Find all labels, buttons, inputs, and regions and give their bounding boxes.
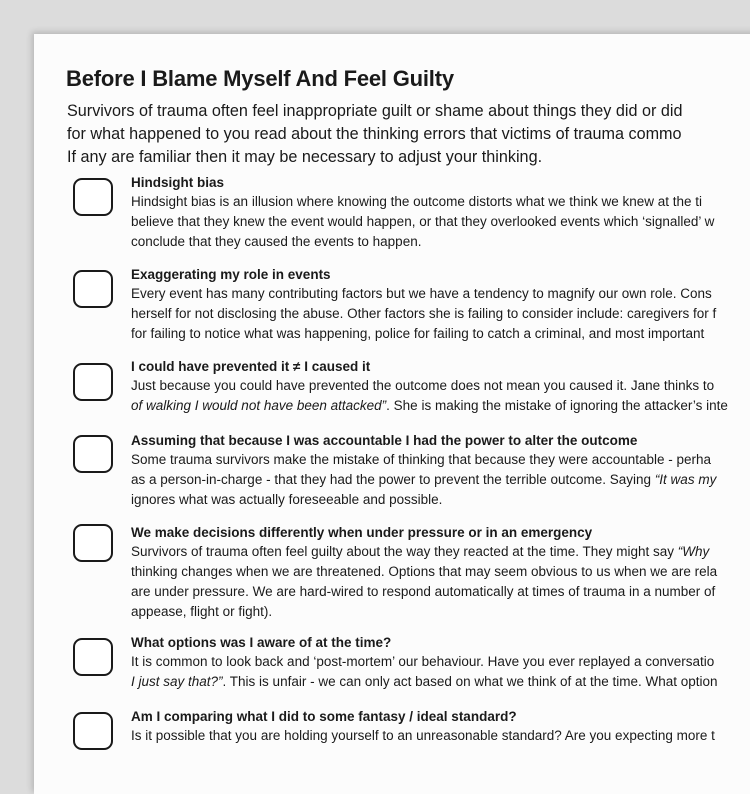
item-body — [131, 726, 715, 746]
item-body — [131, 192, 714, 252]
item-text-run: . This is unfair - we can only act based on what we think of at the time. What option — [222, 674, 718, 689]
item-heading: We make decisions differently when under pressure or in an emergency — [131, 525, 593, 540]
checkbox[interactable] — [73, 363, 113, 401]
item-body-line — [131, 602, 717, 622]
item-body-line — [131, 542, 717, 562]
item-text-run: It is common to look back and ‘post-mortem’ our behaviour. Have you ever replayed a conversatio — [131, 654, 715, 669]
item-body — [131, 450, 716, 510]
item-heading: Hindsight bias — [131, 175, 225, 190]
item-quote-text: “Why — [677, 544, 710, 559]
item-text-run: believe that they knew the event would happen, or that they overlooked events which ‘signalled’ w — [131, 214, 715, 229]
item-body-line — [131, 304, 716, 324]
item-text-run: ignores what was actually foreseeable and possible. — [131, 492, 443, 507]
checkbox[interactable] — [73, 712, 113, 750]
item-body-line — [131, 232, 714, 252]
item-text-run: . She is making the mistake of ignoring the attacker’s inte — [386, 398, 728, 413]
item-text-run: as a person-in-charge - that they had the power to prevent the terrible outcome. Saying — [131, 472, 655, 487]
item-body-line — [131, 450, 716, 470]
checkbox[interactable] — [73, 435, 113, 473]
checkbox[interactable] — [73, 638, 113, 676]
intro-paragraph — [67, 100, 682, 169]
intro-line: If any are familiar then it may be necessary to adjust your thinking. — [67, 148, 543, 166]
item-heading: Assuming that because I was accountable I had the power to alter the outcome — [131, 433, 638, 448]
item-body-line — [131, 562, 717, 582]
item-body — [131, 376, 728, 416]
item-body-line — [131, 396, 728, 416]
item-body-line — [131, 376, 728, 396]
intro-line: Survivors of trauma often feel inappropriate guilt or shame about things they did or did — [67, 102, 683, 120]
item-heading: What options was I aware of at the time? — [131, 635, 392, 650]
worksheet-title: Before I Blame Myself And Feel Guilty — [66, 66, 454, 91]
item-body — [131, 542, 717, 622]
item-text-run: thinking changes when we are threatened. Options that may seem obvious to us when we are rela — [131, 564, 718, 579]
item-text-run: Some trauma survivors make the mistake of thinking that because they were accountable - perha — [131, 452, 712, 467]
item-text-run: Just because you could have prevented the outcome does not mean you caused it. Jane thinks to — [131, 378, 715, 393]
item-heading: I could have prevented it ≠ I caused it — [131, 359, 371, 374]
item-body-line — [131, 582, 717, 602]
item-body-line — [131, 324, 716, 344]
item-body-line — [131, 490, 716, 510]
item-text-run: Hindsight bias is an illusion where knowing the outcome distorts what we think we knew at the ti — [131, 194, 703, 209]
item-quote-text: “It was my — [654, 472, 717, 487]
item-text-run: conclude that they caused the events to happen. — [131, 234, 422, 249]
checkbox[interactable] — [73, 270, 113, 308]
item-text-run: for failing to notice what was happening, police for failing to catch a criminal, and most important — [131, 326, 705, 341]
item-text-run: Survivors of trauma often feel guilty about the way they reacted at the time. They might say — [131, 544, 678, 559]
item-text-run: Is it possible that you are holding yourself to an unreasonable standard? Are you expecting more t — [131, 728, 715, 743]
item-quote-text: of walking I would not have been attacked” — [131, 398, 387, 413]
item-body-line — [131, 192, 714, 212]
worksheet-page — [34, 34, 750, 794]
item-quote-text: I just say that?” — [131, 674, 223, 689]
item-body — [131, 284, 716, 344]
item-text-run: appease, flight or fight). — [131, 604, 273, 619]
item-heading: Am I comparing what I did to some fantasy / ideal standard? — [131, 709, 517, 724]
item-text-run: are under pressure. We are hard-wired to respond automatically at times of trauma in a number of — [131, 584, 716, 599]
item-text-run: herself for not disclosing the abuse. Other factors she is failing to consider include: caregivers for f — [131, 306, 717, 321]
item-body-line — [131, 652, 718, 672]
checkbox[interactable] — [73, 178, 113, 216]
item-body-line — [131, 470, 716, 490]
item-body-line — [131, 726, 715, 746]
item-heading: Exaggerating my role in events — [131, 267, 331, 282]
item-text-run: Every event has many contributing factors but we have a tendency to magnify our own role. Cons — [131, 286, 712, 301]
item-body — [131, 652, 718, 692]
item-body-line — [131, 284, 716, 304]
intro-line: for what happened to you read about the thinking errors that victims of trauma commo — [67, 125, 682, 143]
item-body-line — [131, 212, 714, 232]
item-body-line — [131, 672, 718, 692]
checkbox[interactable] — [73, 524, 113, 562]
